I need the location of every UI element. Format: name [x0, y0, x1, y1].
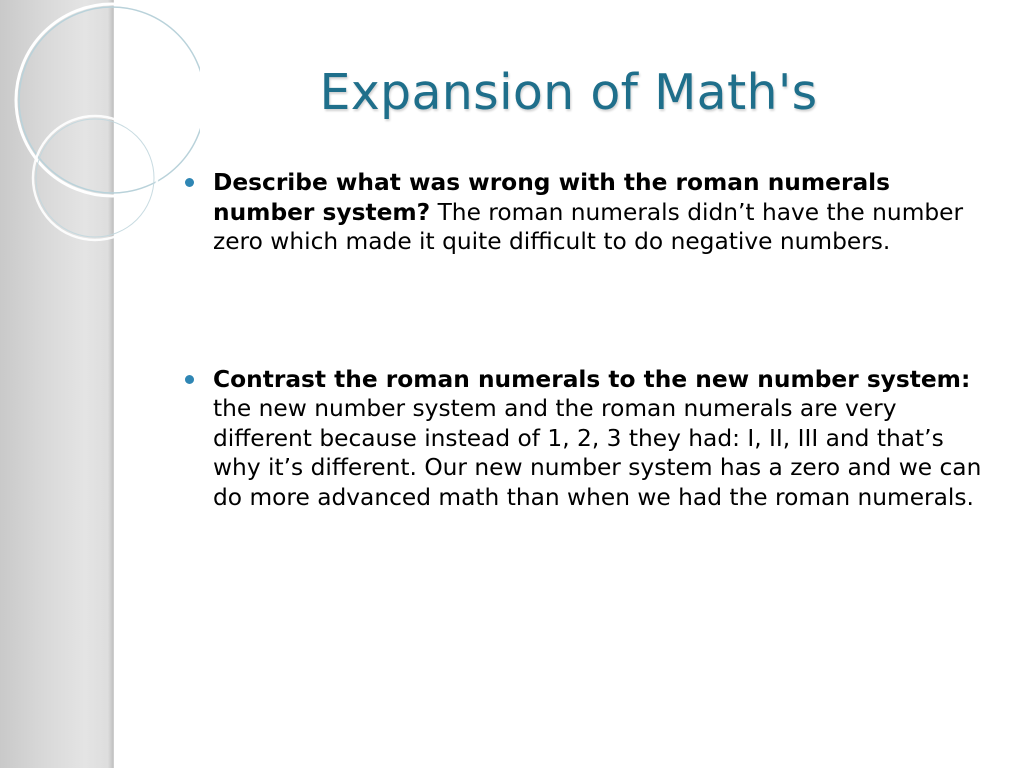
bullet-question: Contrast the roman numerals to the new number system: — [213, 365, 971, 393]
list-item — [183, 168, 983, 257]
round-bullet-icon — [185, 178, 194, 187]
circles-decoration — [0, 0, 200, 300]
bullet-answer: the new number system and the roman numerals are very different because instead of 1, 2, 3 they had: I, II, III and that’s why it’s different. Our new number system has a zero and we can do more advanced math than when we had the roman numerals. — [213, 395, 982, 511]
list-item — [183, 365, 983, 513]
slide-title: Expansion of Math's — [319, 64, 818, 121]
round-bullet-icon — [185, 375, 194, 384]
bullet-question: Describe what was wrong with the roman numerals number system? — [213, 169, 891, 226]
bullet-answer: The roman numerals didn’t have the number zero which made it quite difficult to do negative numbers. — [213, 198, 964, 255]
bullet-list — [183, 168, 983, 512]
